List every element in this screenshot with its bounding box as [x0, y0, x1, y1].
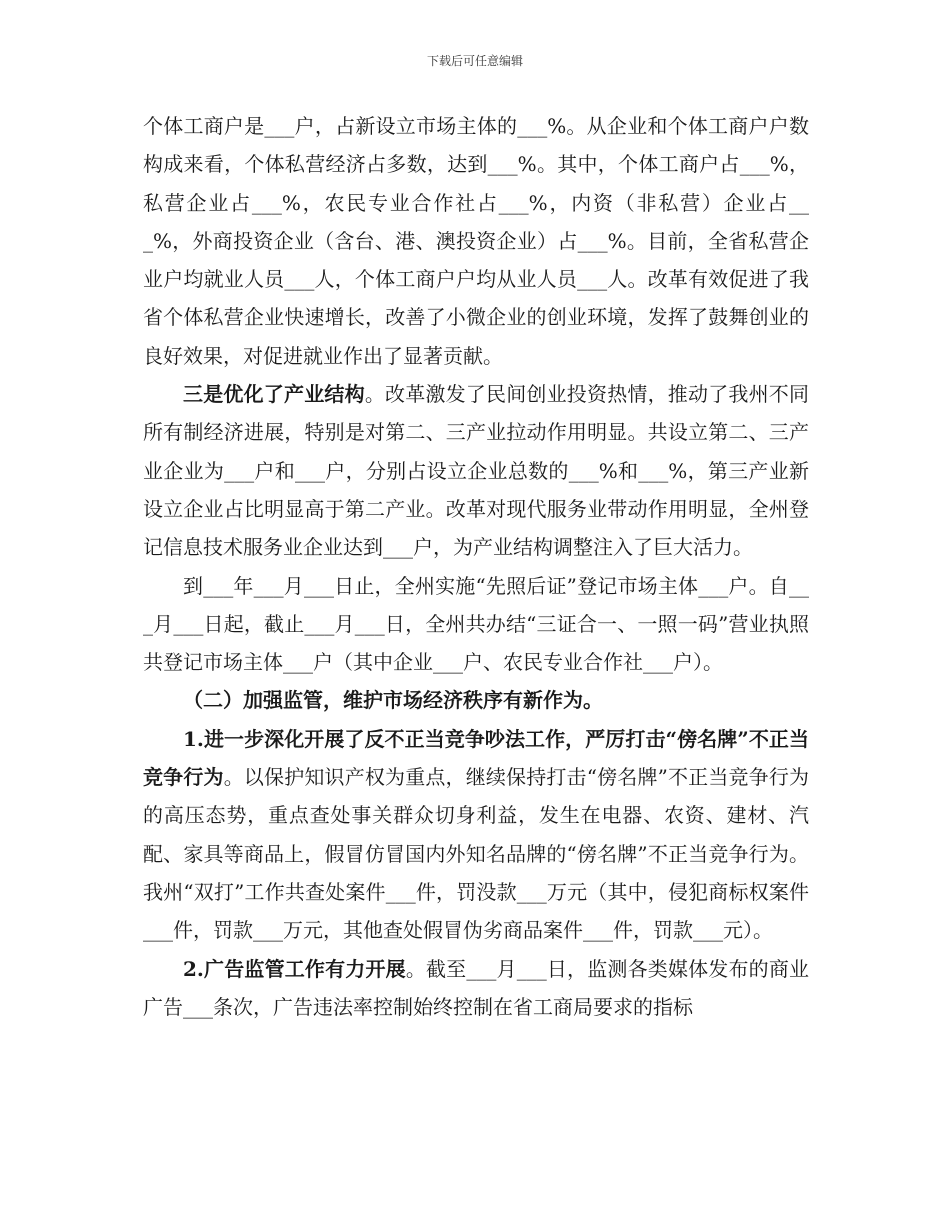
paragraph-1	[143, 107, 809, 375]
page-header: 下载后可任意编辑	[426, 54, 523, 68]
paragraph-text: 到___年___月___日止，全州实施“先照后证”登记市场主体___户。自___月___日起，截止___月___日，全州共办结“三证合一、一照一码”营业执照共登记市场主体___户（其中企业___户、农民专业合作社___户）。	[143, 573, 809, 675]
paragraph-6	[143, 950, 809, 1027]
paragraph-text: 。截至___月___日，监测各类媒体发布的商业广告___条次，广告违法率控制始终控制在省工商局要求的指标	[143, 956, 809, 1019]
document-body	[143, 107, 809, 1026]
paragraph-text: 。以保护知识产权为重点，继续保持打击“傍名牌”不正当竞争行为的高压态势，重点查处事关群众切身利益，发生在电器、农资、建材、汽配、家具等商品上，假冒仿冒国内外知名品牌的“傍名牌”不正当竞争行为。我州“双打”工作共查处案件___件，罚没款___万元（其中，侵犯商标权案件___件，罚款___万元，其他查处假冒伪劣商品案件___件，罚款___元）。	[143, 765, 810, 943]
paragraph-bold-lead: 1.进一步深化开展了反不正当竞争吵法工作，严厉打击“傍名牌”不正当竞争行为	[143, 726, 809, 790]
paragraph-bold-lead: 2.广告监管工作有力开展	[183, 956, 406, 981]
paragraph-text: 个体工商户是___户，占新设立市场主体的___%。从企业和个体工商户户数构成来看，个体私营经济占多数，达到___%。其中，个体工商户占___%，私营企业占___%，农民专业合作社占___%，内资（非私营）企业占___%，外商投资企业（含台、港、澳投资企业）占___%。目前，全省私营企业户均就业人员___人，个体工商户户均从业人员___人。改革有效促进了我省个体私营企业快速增长，改善了小微企业的创业环境，发挥了鼓舞创业的良好效果，对促进就业作出了显著贡献。	[143, 114, 809, 368]
paragraph-3	[143, 567, 809, 682]
paragraph-5	[143, 720, 809, 950]
paragraph-bold-lead: （二）加强监管，维护市场经济秩序有新作为。	[183, 688, 603, 713]
section-heading	[143, 681, 809, 719]
paragraph-text: 。改革激发了民间创业投资热情，推动了我州不同所有制经济进展，特别是对第二、三产业拉动作用明显。共设立第二、三产业企业为___户和___户，分别占设立企业总数的___%和___%，第三产业新设立企业占比明显高于第二产业。改革对现代服务业带动作用明显，全州登记信息技术服务业企业达到___户，为产业结构调整注入了巨大活力。	[143, 382, 810, 560]
paragraph-bold-lead: 三是优化了产业结构	[183, 382, 365, 407]
paragraph-2	[143, 375, 809, 566]
